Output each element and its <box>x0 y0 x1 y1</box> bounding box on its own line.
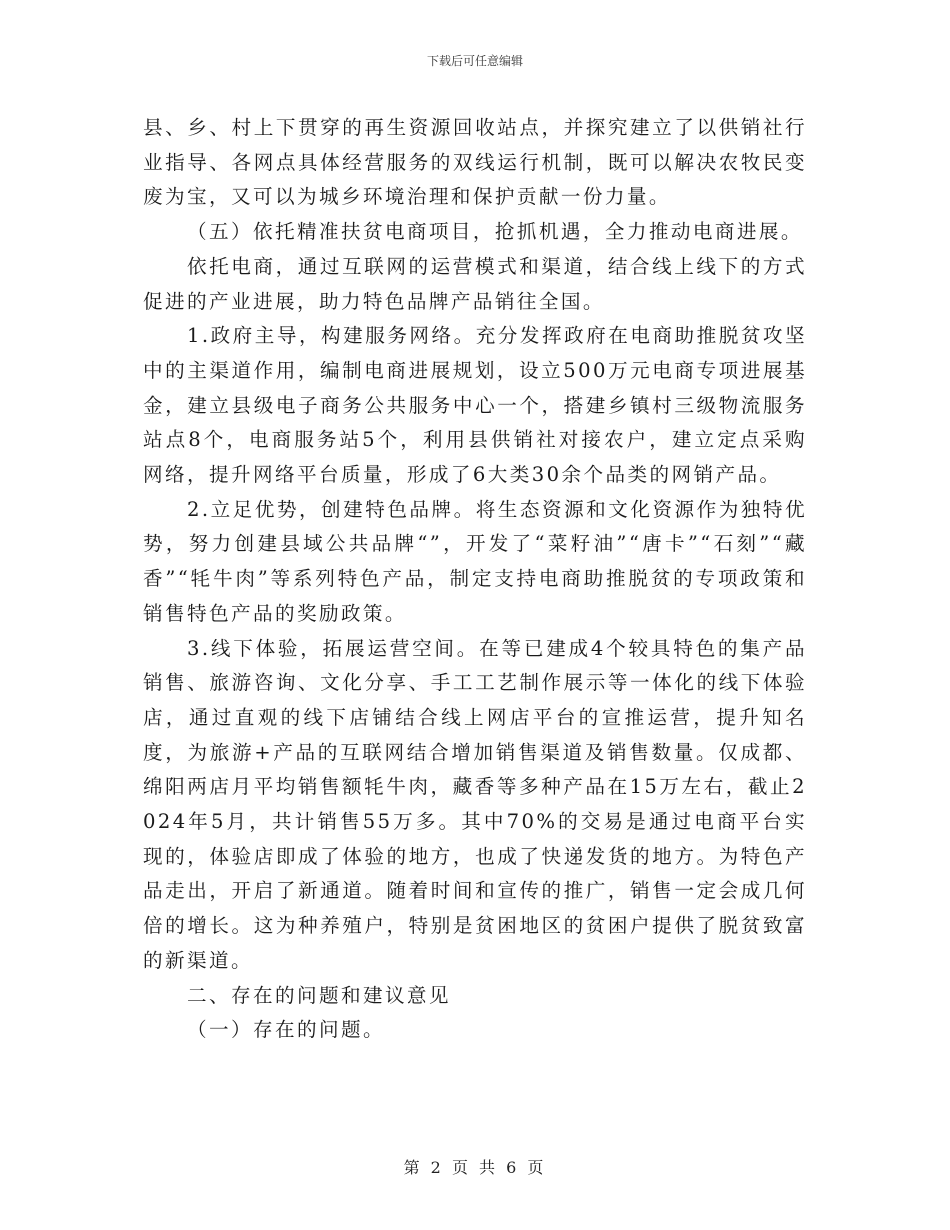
paragraph-section-5-heading: （五）依托精准扶贫电商项目，抢抓机遇，全力推动电商进展。 <box>187 220 803 244</box>
page-header-note: 下载后可任意编辑 <box>426 54 523 68</box>
paragraph-brand-building: 2.立足优势，创建特色品牌。将生态资源和文化资源作为独特优势，努力创建县域公共品牌“”，开发了“菜籽油”“唐卡”“石刻”“藏香”“牦牛肉”等系列特色产品，制定支持电商助推脱贫的专项政策和销售特色产品的奖励政策。 <box>143 497 807 625</box>
paragraph-existing-problems: （一）存在的问题。 <box>187 1018 385 1042</box>
paragraph-offline-experience: 3.线下体验，拓展运营空间。在等已建成4个较具特色的集产品销售、旅游咨询、文化分享、手工工艺制作展示等一体化的线下体验店，通过直观的线下店铺结合线上网店平台的宣推运营，提升知名度，为旅游+产品的互联网结合增加销售渠道及销售数量。仅成都、绵阳两店月平均销售额牦牛肉，藏香等多种产品在15万左右，截止2024年5月，共计销售55万多。其中70%的交易是通过电商平台实现的，体验店即成了体验的地方，也成了快递发货的地方。为特色产品走出，开启了新通道。随着时间和宣传的推广，销售一定会成几何倍的增长。这为种养殖户，特别是贫困地区的贫困户提供了脱贫致富的新渠道。 <box>143 636 807 972</box>
paragraph-government-led: 1.政府主导，构建服务网络。充分发挥政府在电商助推脱贫攻坚中的主渠道作用，编制电商进展规划，设立500万元电商专项进展基金，建立县级电子商务公共服务中心一个，搭建乡镇村三级物流服务站点8个，电商服务站5个，利用县供销社对接农户，建立定点采购网络，提升网络平台质量，形成了6大类30余个品类的网销产品。 <box>143 324 807 487</box>
paragraph-problems-heading: 二、存在的问题和建议意见 <box>187 983 451 1007</box>
paragraph-ecommerce-intro: 依托电商，通过互联网的运营模式和渠道，结合线上线下的方式促进的产业进展，助力特色品牌产品销往全国。 <box>143 254 807 313</box>
paragraph-recycling-stations: 县、乡、村上下贯穿的再生资源回收站点，并探究建立了以供销社行业指导、各网点具体经营服务的双线运行机制，既可以解决农牧民变废为宝，又可以为城乡环境治理和保护贡献一份力量。 <box>143 116 807 209</box>
document-body <box>143 111 807 1048</box>
page-number-footer: 第 2 页 共 6 页 <box>403 1158 547 1177</box>
